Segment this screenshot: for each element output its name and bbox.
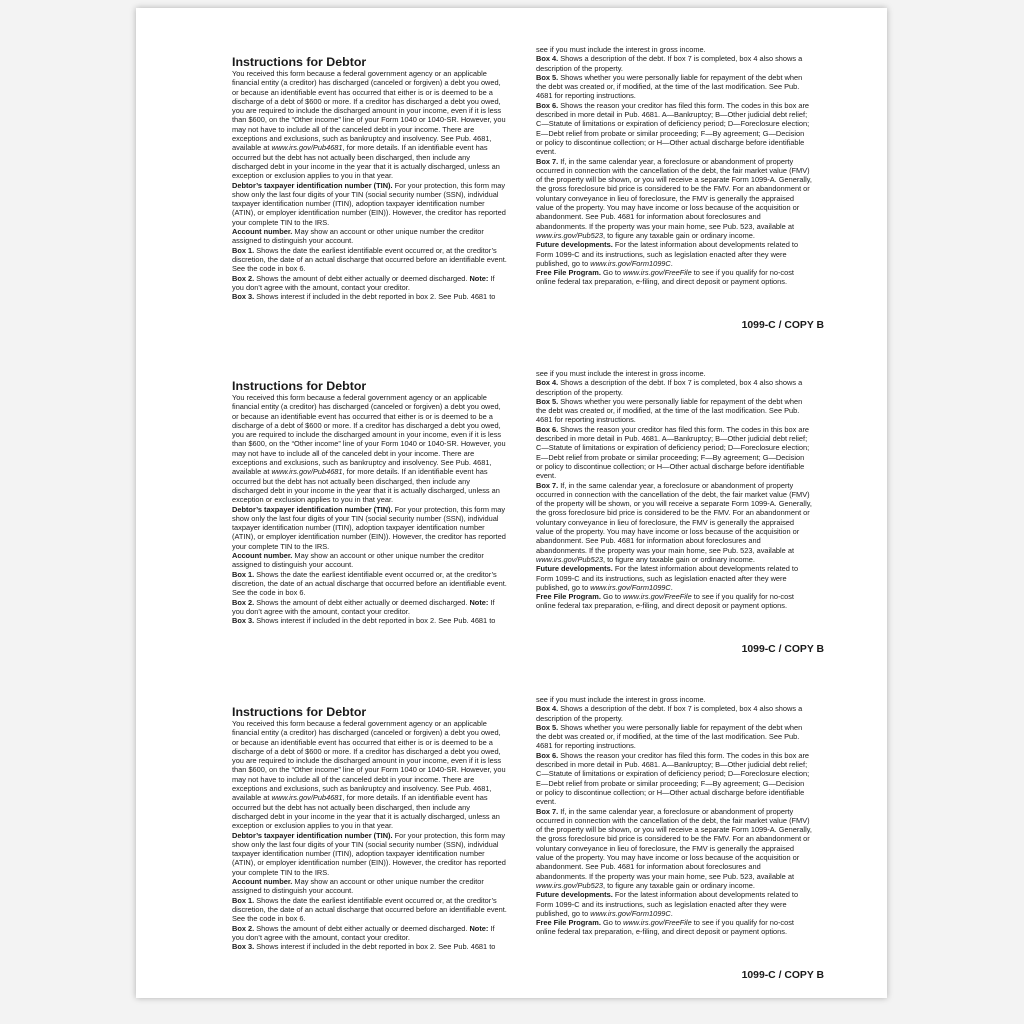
pub4681-link: www.irs.gov/Pub4681	[271, 467, 343, 477]
free-file-paragraph: Free File Program. Go to www.irs.gov/FreeFile to see if you qualify for no-cost online federal tax preparation, e-filing, and direct deposit or payment options.	[536, 918, 794, 937]
box2-paragraph: Box 2. Shows the amount of debt either actually or deemed discharged. Note: If you don’t agree with the amount, contact your creditor.	[232, 273, 495, 292]
instructions-title: Instructions for Debtor	[232, 55, 367, 69]
box4-paragraph: Box 4. Shows a description of the debt. If box 7 is completed, box 4 also shows a description of the property.	[536, 704, 803, 723]
form-page	[136, 8, 887, 998]
box4-paragraph: Box 4. Shows a description of the debt. If box 7 is completed, box 4 also shows a description of the property.	[536, 378, 803, 397]
copy-label: 1099-C / COPY B	[741, 644, 824, 655]
box2-paragraph: Box 2. Shows the amount of debt either actually or deemed discharged. Note: If you don’t agree with the amount, contact your creditor.	[232, 923, 495, 942]
future-developments-paragraph: Future developments. For the latest information about developments related to Form 1099-C and its instructions, such as legislation enacted after they were published, go to www.irs.gov/Form1099C.	[536, 564, 799, 592]
freefile-link: www.irs.gov/FreeFile	[623, 918, 692, 928]
box6-paragraph: Box 6. Shows the reason your creditor has filed this form. The codes in this box are described in more detail in Pub. 4681. A—Bankruptcy; B—Other judicial debt relief; C—Statute of limitations or expiration of deficiency period; D—Foreclosure election; E—Debt relief from probate or similar proceeding; F—By agreement; G—Decision or policy to discontinue collection; or H—Other actual discharge before identifiable event.	[536, 100, 810, 157]
pub523-link: www.irs.gov/Pub523	[536, 230, 603, 240]
account-paragraph: Account number. May show an account or other unique number the creditor assigned to distinguish your account.	[232, 227, 484, 246]
future-developments-paragraph: Future developments. For the latest information about developments related to Form 1099-C and its instructions, such as legislation enacted after they were published, go to www.irs.gov/Form1099C.	[536, 890, 799, 918]
form1099c-link: www.irs.gov/Form1099C	[590, 258, 671, 268]
pub523-link: www.irs.gov/Pub523	[536, 554, 603, 564]
box7-paragraph: Box 7. If, in the same calendar year, a foreclosure or abandonment of property occurred in connection with the cancellation of the debt, the fair market value (FMV) of the property will be shown, or you will receive a separate Form 1099-A. Generally, the gross foreclosure bid price is considered to be the FMV. For an abandonment or voluntary conveyance in lieu of foreclosure, the FMV is generally the appraised value of the property. You may have income or loss because of the acquisition or abandonment. See Pub. 4681 for information about foreclosures and abandonments. If the property was your main home, see Pub. 523, available at www.irs.gov/Pub523, to figure any taxable gain or ordinary income.	[536, 806, 812, 890]
copy-label: 1099-C / COPY B	[741, 970, 824, 981]
box1-paragraph: Box 1. Shows the date the earliest identifiable event occurred or, at the creditor’s discretion, the date of an actual discharge that occurred before an identifiable event. See the code in box 6.	[232, 569, 507, 598]
box3-paragraph: Box 3. Shows interest if included in the debt reported in box 2. See Pub. 4681 to	[232, 616, 496, 626]
account-paragraph: Account number. May show an account or other unique number the creditor assigned to distinguish your account.	[232, 877, 484, 896]
intro-paragraph: You received this form because a federal government agency or an applicable financial entity (a creditor) has discharged (canceled or forgiven) a debt you owed, or because an identifiable event has occurred that either is or is deemed to be a discharge of a debt of $600 or more. If a creditor has discharged a debt you owed, you are required to include the discharged amount in your income, even if it is less than $600, on the “Other income” line of your Form 1040 or 1040-SR. However, you may not have to include all of the canceled debt in your income. There are exceptions and exclusions, such as bankruptcy and insolvency. See Pub. 4681, available at www.irs.gov/Pub4681, for more details. If an identifiable event has occurred but the debt has not actually been discharged, then include any discharged debt in your income in the year that it is actually discharged, unless an exception or exclusion applies to you in that year.	[232, 719, 506, 831]
box5-paragraph: Box 5. Shows whether you were personally liable for repayment of the debt when the debt was created or, if modified, at the time of the last modification. See Pub. 4681 for reporting instructions.	[536, 722, 803, 751]
left-column	[232, 55, 508, 301]
box5-paragraph: Box 5. Shows whether you were personally liable for repayment of the debt when the debt was created or, if modified, at the time of the last modification. See Pub. 4681 for reporting instructions.	[536, 72, 803, 101]
free-file-paragraph: Free File Program. Go to www.irs.gov/FreeFile to see if you qualify for no-cost online federal tax preparation, e-filing, and direct deposit or payment options.	[536, 592, 794, 611]
box4-paragraph: Box 4. Shows a description of the debt. If box 7 is completed, box 4 also shows a description of the property.	[536, 54, 803, 73]
instructions-title: Instructions for Debtor	[232, 379, 367, 393]
box1-paragraph: Box 1. Shows the date the earliest identifiable event occurred or, at the creditor’s discretion, the date of an actual discharge that occurred before an identifiable event. See the code in box 6.	[232, 895, 507, 924]
tin-paragraph: Debtor’s taxpayer identification number (TIN). For your protection, this form may show only the last four digits of your TIN (social security number (SSN), individual taxpayer identification number (ITIN), adoption taxpayer identification number (ATIN), or employer identification number (EIN)). However, the creditor has reported your complete TIN to the IRS.	[232, 830, 506, 877]
tin-paragraph: Debtor’s taxpayer identification number (TIN). For your protection, this form may show only the last four digits of your TIN (social security number (SSN), individual taxpayer identification number (ITIN), adoption taxpayer identification number (ATIN), or employer identification number (EIN)). However, the creditor has reported your complete TIN to the IRS.	[232, 504, 506, 551]
box6-paragraph: Box 6. Shows the reason your creditor has filed this form. The codes in this box are described in more detail in Pub. 4681. A—Bankruptcy; B—Other judicial debt relief; C—Statute of limitations or expiration of deficiency period; D—Foreclosure election; E—Debt relief from probate or similar proceeding; F—By agreement; G—Decision or policy to discontinue collection; or H—Other actual discharge before identifiable event.	[536, 750, 810, 807]
form1099c-link: www.irs.gov/Form1099C	[590, 908, 671, 918]
box7-paragraph: Box 7. If, in the same calendar year, a foreclosure or abandonment of property occurred in connection with the cancellation of the debt, the fair market value (FMV) of the property will be shown, or you will receive a separate Form 1099-A. Generally, the gross foreclosure bid price is considered to be the FMV. For an abandonment or voluntary conveyance in lieu of foreclosure, the FMV is generally the appraised value of the property. You may have income or loss because of the acquisition or abandonment. See Pub. 4681 for information about foreclosures and abandonments. If the property was your main home, see Pub. 523, available at www.irs.gov/Pub523, to figure any taxable gain or ordinary income.	[536, 480, 812, 564]
free-file-paragraph: Free File Program. Go to www.irs.gov/FreeFile to see if you qualify for no-cost online federal tax preparation, e-filing, and direct deposit or payment options.	[536, 268, 794, 287]
box5-paragraph: Box 5. Shows whether you were personally liable for repayment of the debt when the debt was created or, if modified, at the time of the last modification. See Pub. 4681 for reporting instructions.	[536, 396, 803, 425]
right-column	[536, 369, 812, 611]
account-paragraph: Account number. May show an account or other unique number the creditor assigned to distinguish your account.	[232, 551, 484, 570]
left-column	[232, 379, 508, 625]
freefile-link: www.irs.gov/FreeFile	[623, 268, 692, 278]
left-column	[232, 705, 508, 951]
right-column	[536, 695, 812, 937]
box7-paragraph: Box 7. If, in the same calendar year, a foreclosure or abandonment of property occurred in connection with the cancellation of the debt, the fair market value (FMV) of the property will be shown, or you will receive a separate Form 1099-A. Generally, the gross foreclosure bid price is considered to be the FMV. For an abandonment or voluntary conveyance in lieu of foreclosure, the FMV is generally the appraised value of the property. You may have income or loss because of the acquisition or abandonment. See Pub. 4681 for information about foreclosures and abandonments. If the property was your main home, see Pub. 523, available at www.irs.gov/Pub523, to figure any taxable gain or ordinary income.	[536, 156, 812, 240]
box3-continued: see if you must include the interest in gross income.	[536, 45, 706, 54]
box3-continued: see if you must include the interest in gross income.	[536, 369, 706, 378]
copy-label: 1099-C / COPY B	[741, 320, 824, 331]
pub4681-link: www.irs.gov/Pub4681	[271, 143, 343, 153]
future-developments-paragraph: Future developments. For the latest information about developments related to Form 1099-C and its instructions, such as legislation enacted after they were published, go to www.irs.gov/Form1099C.	[536, 240, 799, 268]
intro-paragraph: You received this form because a federal government agency or an applicable financial entity (a creditor) has discharged (canceled or forgiven) a debt you owed, or because an identifiable event has occurred that either is or is deemed to be a discharge of a debt of $600 or more. If a creditor has discharged a debt you owed, you are required to include the discharged amount in your income, even if it is less than $600, on the “Other income” line of your Form 1040 or 1040-SR. However, you may not have to include all of the canceled debt in your income. There are exceptions and exclusions, such as bankruptcy and insolvency. See Pub. 4681, available at www.irs.gov/Pub4681, for more details. If an identifiable event has occurred but the debt has not actually been discharged, then include any discharged debt in your income in the year that it is actually discharged, unless an exception or exclusion applies to you in that year.	[232, 69, 506, 181]
intro-paragraph: You received this form because a federal government agency or an applicable financial entity (a creditor) has discharged (canceled or forgiven) a debt you owed, or because an identifiable event has occurred that either is or is deemed to be a discharge of a debt of $600 or more. If a creditor has discharged a debt you owed, you are required to include the discharged amount in your income, even if it is less than $600, on the “Other income” line of your Form 1040 or 1040-SR. However, you may not have to include all of the canceled debt in your income. There are exceptions and exclusions, such as bankruptcy and insolvency. See Pub. 4681, available at www.irs.gov/Pub4681, for more details. If an identifiable event has occurred but the debt has not actually been discharged, then include any discharged debt in your income in the year that it is actually discharged, unless an exception or exclusion applies to you in that year.	[232, 393, 506, 505]
box2-paragraph: Box 2. Shows the amount of debt either actually or deemed discharged. Note: If you don’t agree with the amount, contact your creditor.	[232, 597, 495, 616]
pub523-link: www.irs.gov/Pub523	[536, 880, 603, 890]
pub4681-link: www.irs.gov/Pub4681	[271, 793, 343, 803]
box3-continued: see if you must include the interest in gross income.	[536, 695, 706, 704]
right-column	[536, 45, 812, 287]
form1099c-link: www.irs.gov/Form1099C	[590, 582, 671, 592]
box1-paragraph: Box 1. Shows the date the earliest identifiable event occurred or, at the creditor’s discretion, the date of an actual discharge that occurred before an identifiable event. See the code in box 6.	[232, 245, 507, 274]
freefile-link: www.irs.gov/FreeFile	[623, 592, 692, 602]
tin-paragraph: Debtor’s taxpayer identification number (TIN). For your protection, this form may show only the last four digits of your TIN (social security number (SSN), individual taxpayer identification number (ITIN), adoption taxpayer identification number (ATIN), or employer identification number (EIN)). However, the creditor has reported your complete TIN to the IRS.	[232, 180, 506, 227]
box3-paragraph: Box 3. Shows interest if included in the debt reported in box 2. See Pub. 4681 to	[232, 292, 496, 302]
box6-paragraph: Box 6. Shows the reason your creditor has filed this form. The codes in this box are described in more detail in Pub. 4681. A—Bankruptcy; B—Other judicial debt relief; C—Statute of limitations or expiration of deficiency period; D—Foreclosure election; E—Debt relief from probate or similar proceeding; F—By agreement; G—Decision or policy to discontinue collection; or H—Other actual discharge before identifiable event.	[536, 424, 810, 481]
box3-paragraph: Box 3. Shows interest if included in the debt reported in box 2. See Pub. 4681 to	[232, 942, 496, 952]
instructions-title: Instructions for Debtor	[232, 705, 367, 719]
